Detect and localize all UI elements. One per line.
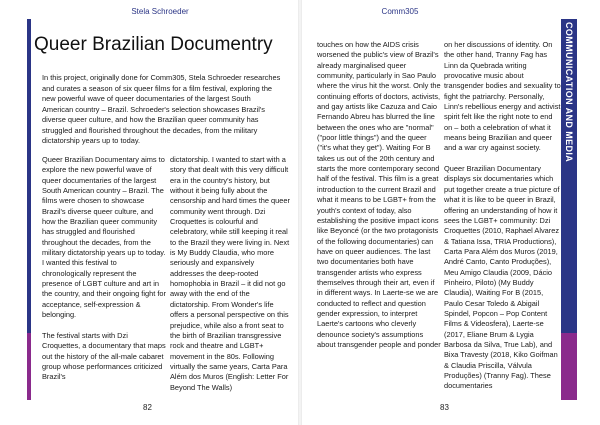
paragraph: touches on how the AIDS crisis worsened the public's view of Brazil's already marginalised queer community, particularly in Sao Paulo where the virus hit the worst. Only the continuing efforts of doctors, activists, and gay artists like Cazuza and Caio Fernando Abreu has blurred the line between the ones who are "normal" ("poor little things") and the queer ("it's what they get"). Waiting For B takes us out of the 20th century and starts the more contemporary second half of the festival. This film is a great introduction to the current Brazil and what it means to be LGBT+ from the youth's context of today, also establishing the positive impact icons like Beyoncé (or the two protagonists of the following documentaries) can have on queer audiences. The last two documentaries both have transgender artists who express themselves through their art, even if in different ways. In Laerte-se we are conducted to reflect and question gender expression, to interpret Laerte's cartoons who cleverly denounce society's assumptions about transgender people and ponder [317, 40, 441, 349]
course-header: Comm305 [381, 7, 419, 16]
paragraph: The festival starts with Dzi Croquettes, a documentary that maps out the history of the all-male cabaret group whose performances criticized Brazil's [42, 330, 166, 382]
section-label: COMMUNICATION AND MEDIA [564, 22, 574, 163]
author-header: Stela Schroeder [131, 7, 189, 16]
right-section-tab-purple [561, 333, 577, 400]
left-column-2 [170, 155, 290, 393]
paragraph: Queer Brazilian Documentary aims to explore the new powerful wave of queer documentaries of the largest South American country – Brazil. The films were chosen to showcase Brazil's diverse queer culture, and how the Brazilian queer community has struggled and flourished throughout the decades, from the military dictatorship years up to today. I wanted this festival to chronologically represent the presence of LGBT culture and art in the country, and their ongoing fight for acceptance, self-expression & belonging. [42, 155, 166, 320]
paragraph: Queer Brazilian Documentary displays six documentaries which put together create a true picture of what it is like to be queer in Brazil, offering an understanding of how it sees the LGBT+ community: Dzi Croquettes (2010, Raphael Alvarez & Tatiana Issa, TRIA Productions), Carta Para Além dos Muros (2019, André Canto, Canto Produções), Meu Amigo Claudia (2009, Dácio Pinheiro, Piloto) (My Buddy Claudia), Waiting For B (2015, Paulo Cesar Toledo & Abigail Spindel, Popcon – Pop Content Films & Videosfera), Laerte-se (2017, Eliane Brum & Lygia Barbosa da Silva, True Lab), and Bixa Travesty (2018, Kiko Goifman & Claudia Priscilla, Válvula Produções) (Tranny Fag). These documentaries [444, 164, 560, 391]
paragraph: on her discussions of identity. On the other hand, Tranny Fag has Linn da Quebrada writing provocative music about transgender bodies and sexuality to fight the patriarchy. Personally, Linn's rebellious energy and activist spirit felt like the right note to end on – both a celebration of what it means being Brazilian and queer and a war cry against society. [444, 40, 561, 153]
right-column-2 [444, 40, 562, 392]
left-accent-bar-purple [27, 333, 31, 400]
right-column-1 [317, 40, 441, 350]
page-number-left: 82 [143, 403, 152, 412]
book-gutter [298, 0, 302, 425]
page-number-right: 83 [440, 403, 449, 412]
paragraph: dictatorship. I wanted to start with a story that dealt with this very difficult era in the country's history, but without it being fully about the censorship and hard times the queer community went through. Dzi Croquettes is colourful and celebratory, while still keeping it real to the Brazil they were living in. Next is My Buddy Claudia, who more seriously and expansively addresses the deep-rooted homophobia in Brazil – it did not go away with the end of the dictatorship. From Wonder's life offers a personal perspective on this prejudice, while also a front seat to the birth of Brazilian transgressive rock and theatre and LGBT+ movement in the 80s. Following virtually the same years, Carta Para Além dos Muros (English: Letter For Beyond The Walls) [170, 155, 290, 392]
article-intro: In this project, originally done for Comm305, Stela Schroeder researches and curates a season of six queer films for a film festival, exploring the new powerful wave of queer documentaries of the largest South American country – Brazil. Schroeder's selection showcases Brazil's diverse queer culture, and how the Brazilian queer community has struggled and flourished throughout the decades, from the military dictatorship years up to today. [42, 73, 281, 145]
article-title: Queer Brazilian Documentry [34, 34, 273, 55]
left-column-1 [42, 155, 166, 383]
